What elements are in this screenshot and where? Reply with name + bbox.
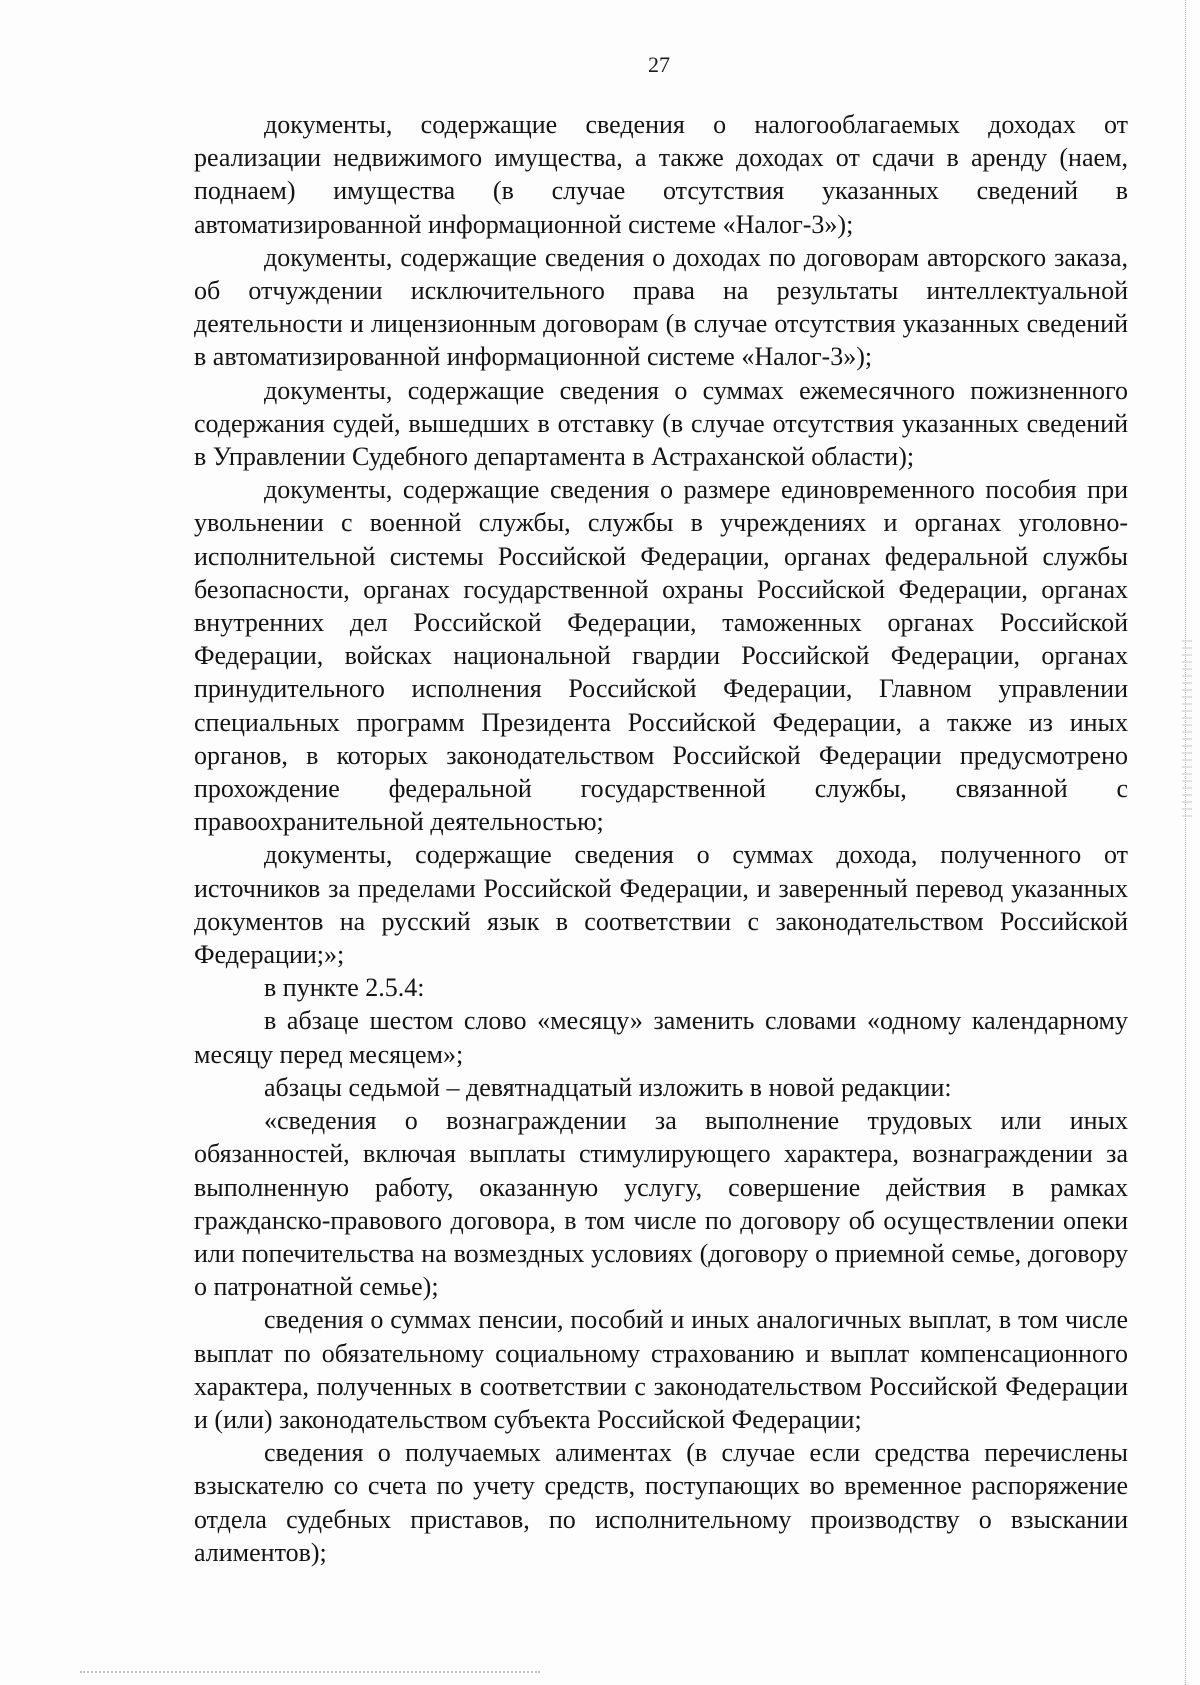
paragraph-retired-judges-documents: документы, содержащие сведения о суммах ежемесячного пожизненного содержания судей, вышедших в отставку (в случае отсутствия указанных сведений в Управлении Судебного департамента в Астраханской области); (194, 375, 1128, 472)
paragraph-tax-income-documents: документы, содержащие сведения о налогооблагаемых доходах от реализации недвижимого имущества, а также доходах от сдачи в аренду (наем, поднаем) имущества (в случае отсутствия указанных сведений в автоматизированной информационной системе «Налог-3»); (194, 110, 1128, 239)
scan-noise-artifact (1182, 640, 1192, 820)
document-body (194, 108, 1128, 1569)
paragraph-author-contract-documents: документы, содержащие сведения о доходах по договорам авторского заказа, об отчуждении исключительного права на результаты интеллектуальной деятельности и лицензионным договорам (в случае отсутствия указанных сведений в автоматизированной информационной системе «Налог-3»); (194, 242, 1128, 372)
paragraph-remuneration-info: «сведения о вознаграждении за выполнение трудовых или иных обязанностей, включая выплаты стимулирующего характера, вознаграждении за выполненную работу, оказанную услугу, совершение действия в рамках гражданско-правового договора, в том числе по договору об осуществлении опеки или попечительства на возмездных условиях (договору о приемной семье, договору о патронатной семье); (194, 1106, 1128, 1302)
scan-edge-artifact (1183, 0, 1186, 1685)
paragraph-new-edition-intro: абзацы седьмой – девятнадцатый изложить в новой редакции: (264, 1072, 952, 1102)
paragraph-pension-info: сведения о суммах пенсии, пособий и иных аналогичных выплат, в том числе выплат по обязательному социальному страхованию и выплат компенсационного характера, полученных в соответствии с законодательством Российской Федерации и (или) законодательством субъекта Российской Федерации; (194, 1305, 1128, 1434)
page-number: 27 (648, 52, 670, 77)
scan-bottom-artifact (80, 1668, 540, 1673)
paragraph-sixth-abzats-change: в абзаце шестом слово «месяцу» заменить словами «одному календарному месяцу перед месяцем»; (194, 1006, 1128, 1069)
paragraph-alimony-info: сведения о получаемых алиментах (в случае если средства перечислены взыскателю со счета по учету средств, поступающих во временное распоряжение отдела судебных приставов, по исполнительному производству о взыскании алиментов); (194, 1438, 1128, 1567)
paragraph-clause-2-5-4: в пункте 2.5.4: (264, 973, 425, 1003)
paragraph-military-allowance-documents: документы, содержащие сведения о размере единовременного пособия при увольнении с военной службы, службы в учреждениях и органах уголовно-исполнительной системы Российской Федерации, органах федеральной службы безопасности, органах государственной охраны Российской Федерации, органах внутренних дел Российской Федерации, таможенных органах Российской Федерации, войсках национальной гвардии Российской Федерации, органах принудительного исполнения Российской Федерации, Главном управлении специальных программ Президента Российской Федерации, а также из иных органов, в которых законодательством Российской Федерации предусмотрено прохождение федеральной государственной службы, связанной с правоохранительной деятельностью; (194, 475, 1128, 837)
paragraph-foreign-income-documents: документы, содержащие сведения о суммах дохода, полученного от источников за пределами Российской Федерации, и заверенный перевод указанных документов на русский язык в соответствии с законодательством Российской Федерации;»; (194, 840, 1128, 970)
